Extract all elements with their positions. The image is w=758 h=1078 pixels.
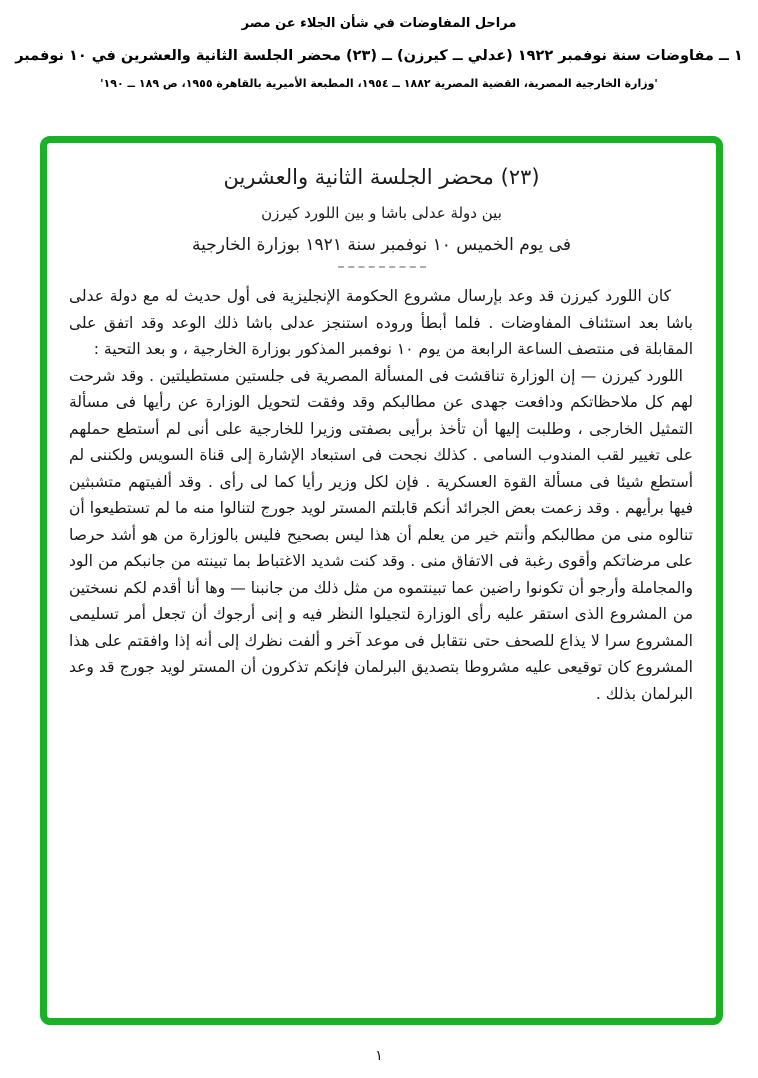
header-title: مراحل المفاوضات في شأن الجلاء عن مصر xyxy=(241,16,517,31)
page-number: ١ xyxy=(375,1048,383,1064)
session-parties: بين دولة عدلى باشا و بين اللورد كيرزن xyxy=(261,204,502,222)
document-header xyxy=(0,16,758,90)
document-body xyxy=(69,283,693,707)
title-divider xyxy=(338,266,426,268)
session-title: (٢٣) محضر الجلسة الثانية والعشرين xyxy=(223,165,540,189)
header-source-citation: 'وزارة الخارجية المصرية، القضية المصرية ١٨٨٢ ــ ١٩٥٤، المطبعة الأميرية بالقاهرة ١٩٥٥، ص ١٨٩ ــ ١٩٠' xyxy=(100,77,658,90)
header-subtitle: ١ ــ مفاوضات سنة نوفمبر ١٩٢٢ (عدلي ــ كيرزن) ــ (٢٣) محضر الجلسة الثانية والعشرين في ١٠ نوفمبر xyxy=(15,48,743,64)
highlight-box xyxy=(40,136,723,1025)
session-date: فى يوم الخميس ١٠ نوفمبر سنة ١٩٢١ بوزارة الخارجية xyxy=(192,235,571,255)
paragraph-introduction: كان اللورد كيرزن قد وعد بإرسال مشروع الحكومة الإنجليزية فى أول حديث له مع دولة عدلى باشا بعد استئناف المفاوضات . فلما أبطأ وروده استنجز عدلى باشا ذلك الوعد وقد اتفق على المقابلة فى منتصف الساعة الرابعة من يوم ١٠ نوفمبر المذكور بوزارة الخارجية ، و بعد التحية : xyxy=(69,287,693,358)
paragraph-curzon-statement: اللورد كيرزن — إن الوزارة تناقشت فى المسألة المصرية فى جلستين مستطيلتين . وقد شرحت لهم كل ملاحظاتكم ودافعت جهدى عن مطالبكم وقد وفقت لتحويل الوزارة عن رأيها فى مسألة التمثيل الخارجى ، وطلبت إليها أن تأخذ برأيى بصفتى وزيرا للخارجية على أنى لم أستطع حملهم على تغيير لقب المندوب السامى . كذلك نجحت فى استبعاد الإشارة إلى قناة السويس ولكننى لم أستطع شيئا فى مسألة القوة العسكرية . فإن لكل وزير رأيا كما لى رأى . وقد ألفيتهم متشبثين فيها برأيهم . وقد زعمت بعض الجرائد أنكم قابلتم المستر لويد جورج لتنالوا منه ما لم تستطيعوا أن تنالوه منى من مطالبكم وأنتم خير من يعلم أن هذا ليس بصحيح فليس بالوزارة من هو أشد حرصا على مرضاتكم وأقوى رغبة فى الاتفاق منى . وقد كنت شديد الاغتباط بما تبينته من جانبكم من الود والمجاملة وأرجو أن تكونوا راضين عما تبينتموه من مثل ذلك من جانبنا — وها أنا أقدم لكم نسختين من المشروع الذى استقر عليه رأى الوزارة لتجيلوا النظر فيه و إنى أرجوك أن تجعل أمر تسليمى المشروع سرا لا يذاع للصحف حتى نتقابل فى موعد آخر و ألفت نظرك إلى أنه إذا وافقتم على هذا المشروع كان توقيعى عليه مشروطا بتصديق البرلمان فإنكم تذكرون أن المستر لويد جورج قد وعد البرلمان بذلك . xyxy=(69,366,693,703)
session-title-block xyxy=(47,165,716,268)
